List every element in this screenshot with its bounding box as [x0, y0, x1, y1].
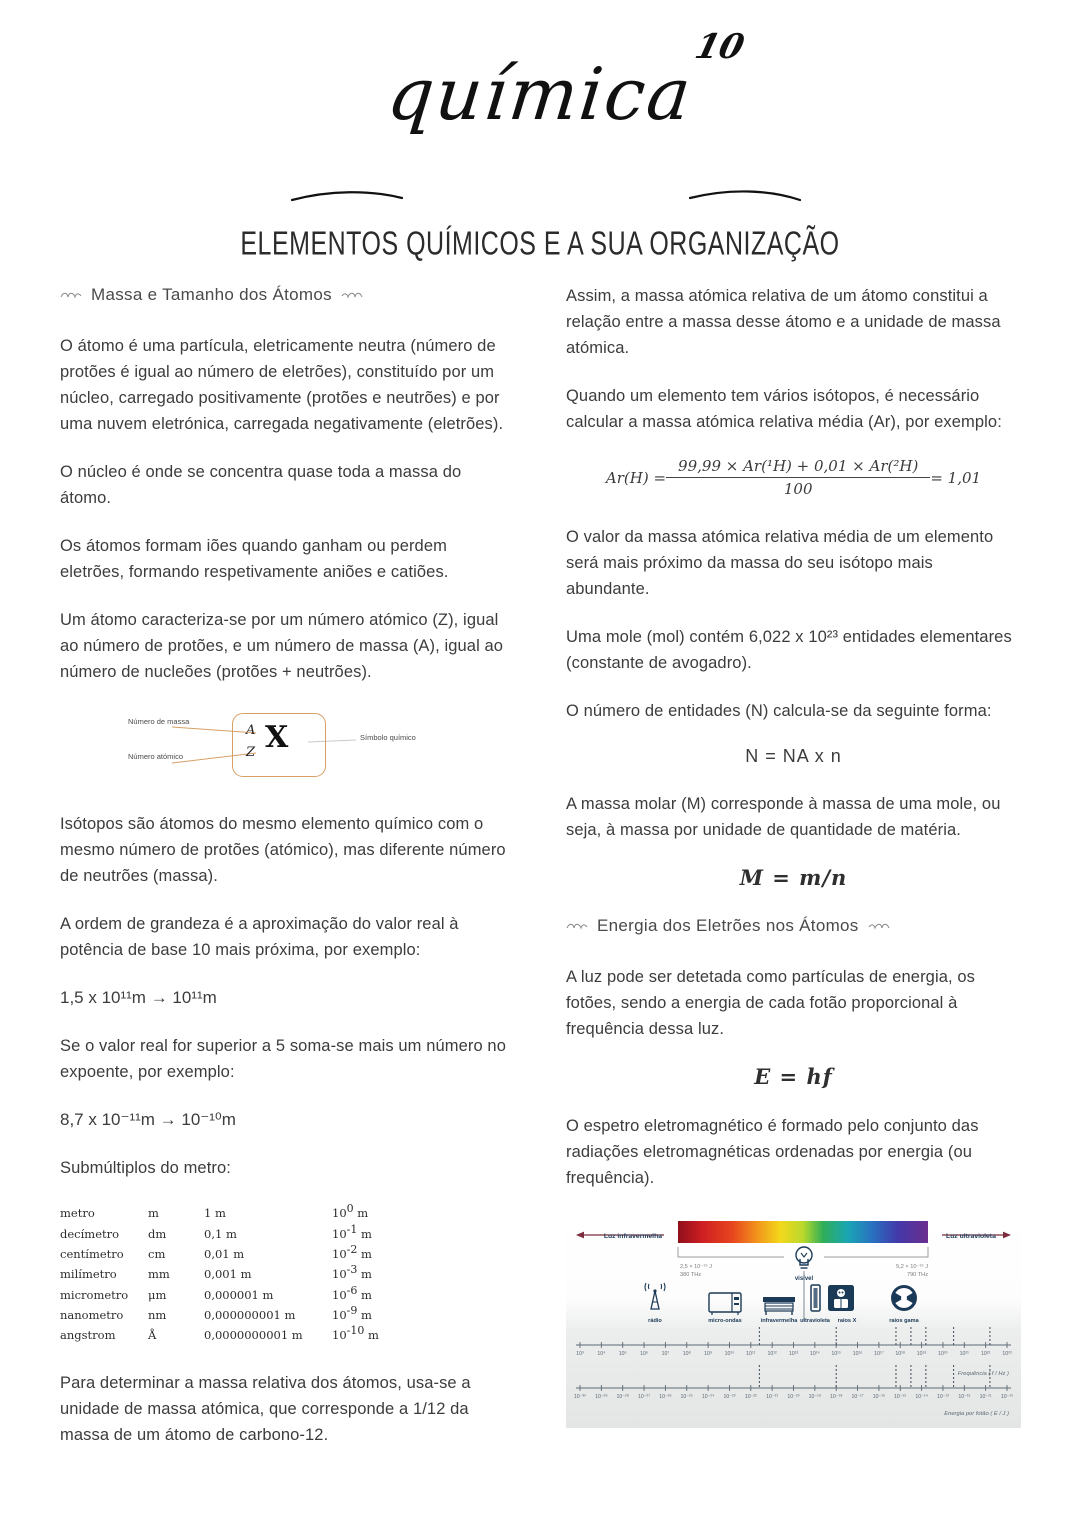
axis-tick-label: 10¹⁵ — [831, 1351, 842, 1357]
cell-unit-value: 1 m — [204, 1206, 226, 1221]
axis-tick-label: 10¹⁸ — [895, 1351, 906, 1357]
label-left-energy: 2,5 × 10⁻¹⁹ J — [680, 1264, 712, 1270]
axis-tick-label: 10¹⁷ — [874, 1351, 884, 1357]
paragraph-mole-definition: Uma mole (mol) contém 6,022 x 10²³ entidades elementares (constante de avogadro). — [566, 628, 1012, 672]
cell-unit-power: $10^0$ m — [332, 1202, 369, 1221]
cell-unit-name: decímetro — [60, 1226, 120, 1241]
axis-tick-label: 10⁷ — [661, 1351, 670, 1357]
axis-tick-label: 10⁻¹³ — [936, 1394, 949, 1400]
axis-tick-label: 10⁻¹⁷ — [851, 1394, 864, 1400]
cell-unit-name: milímetro — [60, 1267, 117, 1282]
paragraph-nucleus: O núcleo é onde se concentra quase toda a massa do átomo. — [60, 463, 462, 507]
cell-unit-name: metro — [60, 1206, 95, 1221]
paragraph-em-spectrum: O espetro eletromagnético é formado pelo conjunto das radiações eletromagnéticas ordenadas por energia (ou frequência). — [566, 1117, 979, 1187]
axis-tick-label: 10¹² — [767, 1351, 777, 1357]
cell-unit-power: $10^{-10}$ m — [332, 1324, 379, 1343]
axis-tick-label: 10⁻²⁰ — [787, 1394, 800, 1400]
table-row — [60, 1203, 412, 1223]
axis-label-energia: Energia por fotão ( E / J ) — [944, 1411, 1009, 1417]
table-row — [60, 1305, 412, 1325]
paragraph-most-abundant-isotope: O valor da massa atómica relativa média de um elemento será mais próximo da massa do seu isótopo mais abundante. — [566, 528, 994, 598]
axis-tick-label: 10⁻²⁴ — [701, 1394, 715, 1400]
equation-denominator: 100 — [666, 477, 930, 498]
label-numero-atomico: Número atómico — [128, 752, 184, 761]
flourish-left-icon — [566, 921, 588, 931]
table-row — [60, 1264, 412, 1284]
axis-tick-label: 10⁻²⁶ — [659, 1394, 672, 1400]
document-title — [383, 27, 748, 136]
paragraph-isotopes: Isótopos são átomos do mesmo elemento químico com o mesmo número de protões (atómico), mas diferente número de neutrões (massa). — [60, 815, 506, 885]
axis-tick-label: 10¹⁶ — [852, 1351, 863, 1357]
equation-numerator: 99,99 × Ar(¹H) + 0,01 × Ar(²H) — [678, 457, 919, 475]
paragraph-molar-mass: A massa molar (M) corresponde à massa de uma mole, ou seja, à massa por unidade de quantidade de matéria. — [566, 795, 1001, 839]
band-label-raios-x: raios X — [837, 1318, 857, 1324]
axis-tick-label: 10⁻¹¹ — [979, 1394, 992, 1400]
axis-tick-label: 10⁻²⁷ — [637, 1394, 651, 1400]
equation-rhs: = 1,01 — [930, 468, 982, 487]
equation-fraction — [672, 457, 924, 498]
axis-tick-label: 10⁻¹⁰ — [1000, 1394, 1014, 1400]
paragraph-ions: Os átomos formam iões quando ganham ou perdem eletrões, formando respetivamente aniões e catiões. — [60, 537, 449, 581]
equation-relative-atomic-mass — [566, 457, 1021, 498]
em-spectrum-figure — [566, 1213, 1021, 1428]
cell-unit-name: micrometro — [60, 1287, 129, 1302]
flourish-right-icon — [341, 290, 363, 300]
cell-unit-power: $10^{-6}$ m — [332, 1283, 372, 1302]
paragraph-average-mass-intro: Quando um elemento tem vários isótopos, é necessário calcular a massa atómica relativa média (Ar), por exemplo: — [566, 387, 1002, 431]
radiation-icon — [891, 1285, 917, 1311]
cell-unit-symbol: mm — [148, 1267, 170, 1282]
band-label-ultravioleta: ultravioleta — [800, 1318, 830, 1324]
em-spectrum-graphic — [566, 1213, 1021, 1428]
axis-tick-label: 10¹⁹ — [916, 1351, 927, 1357]
paragraph-atomic-number: Um átomo caracteriza-se por um número atómico (Z), igual ao número de protões, e um número de massa (A), igual ao número de nucleões (protões + neutrões). — [60, 611, 504, 681]
equation-photon-energy: E = hf — [754, 1064, 833, 1089]
cell-unit-value: 0,1 m — [204, 1226, 237, 1241]
axis-tick-label: 10¹³ — [788, 1351, 799, 1357]
document-title-superscript: 10 — [690, 27, 748, 67]
radio-tower-icon — [645, 1283, 665, 1309]
label-luz-infravermelha: Luz infravermelha — [603, 1233, 662, 1240]
axis-tick-label: 10³ — [576, 1351, 584, 1357]
cell-unit-symbol: nm — [148, 1308, 167, 1323]
subheading-label: Energia dos Eletrões nos Átomos — [597, 916, 859, 935]
paragraph-submultiples-intro: Submúltiplos do metro: — [60, 1159, 231, 1177]
axis-tick-label: 10²¹ — [959, 1351, 969, 1357]
heater-icon — [763, 1297, 795, 1315]
cell-unit-power: $10^{-9}$ m — [332, 1304, 372, 1323]
cell-unit-symbol: μm — [148, 1287, 167, 1302]
uv-lamp-icon — [811, 1285, 820, 1311]
axis-tick-label: 10⁻¹⁹ — [808, 1394, 822, 1400]
cell-unit-name: angstrom — [60, 1328, 116, 1343]
flourish-left-icon — [60, 290, 82, 300]
cell-unit-power: $10^{-2}$ m — [332, 1243, 372, 1261]
axis-tick-label: 10⁴ — [597, 1351, 606, 1357]
label-numero-de-massa: Número de massa — [128, 717, 190, 726]
example-order-magnitude-2: 8,7 x 10⁻¹¹m → 10⁻¹⁰m — [60, 1110, 236, 1129]
cell-unit-power: $10^{-1}$ m — [332, 1222, 372, 1241]
label-left-frequency: 380 THz — [680, 1272, 702, 1278]
axis-tick-label: 10⁻²³ — [723, 1394, 736, 1400]
cell-unit-symbol: m — [148, 1206, 159, 1221]
cell-unit-value: 0,01 m — [204, 1246, 245, 1261]
cell-unit-name: centímetro — [60, 1246, 124, 1261]
table-row — [60, 1325, 412, 1345]
cell-unit-power: $10^{-3}$ m — [332, 1263, 372, 1282]
document-title-text: química — [383, 52, 697, 136]
atom-notation-diagram — [60, 707, 515, 791]
atomic-number-symbol: Z — [246, 745, 256, 760]
axis-tick-label: 10⁻²⁸ — [616, 1394, 629, 1400]
axis-label-frequencia: Frequência ( f / Hz ) — [957, 1371, 1009, 1377]
label-simbolo-quimico: Símbolo químico — [360, 733, 416, 742]
subheading-massa-tamanho — [60, 283, 515, 307]
cell-unit-value: 0,001 m — [204, 1267, 252, 1282]
axis-tick-label: 10⁶ — [640, 1351, 649, 1357]
element-symbol-X: X — [265, 720, 289, 755]
equation-number-of-entities: N = NA x n — [745, 746, 842, 766]
cell-unit-name: nanometro — [60, 1308, 124, 1323]
axis-tick-label: 10¹⁴ — [809, 1351, 820, 1357]
cell-unit-symbol: Å — [148, 1328, 157, 1343]
axis-tick-label: 10²³ — [1002, 1351, 1012, 1357]
cell-unit-value: 0,000000001 m — [204, 1308, 296, 1323]
axis-tick-label: 10¹¹ — [746, 1351, 756, 1357]
band-label-infravermelha: infravermelha — [760, 1318, 798, 1324]
band-label-raios-gama: raios gama — [889, 1318, 919, 1324]
axis-tick-label: 10⁻²² — [744, 1394, 757, 1400]
equation-lhs: Ar(H) = — [605, 468, 667, 487]
page-header — [0, 27, 1080, 136]
paragraph-relative-atomic-mass: Assim, a massa atómica relativa de um átomo constitui a relação entre a massa desse átomo e a unidade de massa atómica. — [566, 287, 1001, 357]
axis-tick-label: 10⁵ — [618, 1351, 627, 1357]
axis-tick-label: 10⁻¹⁶ — [872, 1394, 886, 1400]
mass-number-symbol: A — [246, 723, 256, 738]
axis-tick-label: 10⁻²⁵ — [680, 1394, 693, 1400]
example-order-magnitude-1: 1,5 x 10¹¹m → 10¹¹m — [60, 988, 217, 1007]
subheading-energia-eletroes — [566, 914, 1021, 938]
axis-tick-label: 10⁹ — [704, 1351, 713, 1357]
axis-tick-label: 10⁻¹² — [958, 1394, 971, 1400]
label-visivel: visível — [794, 1276, 814, 1282]
axis-tick-label: 10⁻¹⁵ — [894, 1394, 907, 1400]
table-row — [60, 1244, 412, 1264]
paragraph-photons: A luz pode ser detetada como partículas de energia, os fotões, sendo a energia de cada fotão proporcional à frequência dessa luz. — [566, 968, 975, 1038]
paragraph-rounding-rule: Se o valor real for superior a 5 soma-se mais um número no expoente, por exemplo: — [60, 1037, 506, 1081]
band-label-radio: rádio — [648, 1318, 662, 1324]
axis-tick-label: 10⁻¹⁸ — [829, 1394, 843, 1400]
label-right-energy: 5,2 × 10⁻¹⁹ J — [896, 1264, 928, 1270]
axis-tick-label: 10²² — [981, 1351, 991, 1357]
lightbulb-icon — [796, 1247, 812, 1268]
label-right-frequency: 790 THz — [906, 1272, 928, 1278]
left-column — [60, 283, 515, 1470]
cell-unit-symbol: cm — [148, 1246, 166, 1261]
cell-unit-value: 0,0000000001 m — [204, 1328, 303, 1343]
paragraph-atom-definition: O átomo é uma partícula, eletricamente neutra (número de protões é igual ao número de eletrões), constituído por um núcleo, carregado positivamente (protões e neutrões) e por uma nuvem eletrónica, carregada negativamente (eletrões). — [60, 337, 504, 433]
subheading-label: Massa e Tamanho dos Átomos — [91, 285, 332, 304]
equation-molar-mass: M = m/n — [739, 865, 848, 890]
axis-tick-label: 10⁻²⁹ — [595, 1394, 608, 1400]
label-luz-ultravioleta: Luz ultravioleta — [946, 1233, 996, 1240]
title-swash-ornament — [0, 188, 1080, 212]
axis-tick-label: 10⁻¹⁴ — [915, 1394, 928, 1400]
paragraph-atomic-mass-unit: Para determinar a massa relativa dos átomos, usa-se a unidade de massa atómica, que corresponde a 1/12 da massa de um átomo de carbono-12. — [60, 1373, 471, 1444]
cell-unit-symbol: dm — [148, 1226, 167, 1241]
flourish-right-icon — [868, 921, 890, 931]
axis-tick-label: 10¹⁰ — [724, 1351, 735, 1357]
table-row — [60, 1285, 412, 1305]
axis-tick-label: 10²⁰ — [938, 1351, 948, 1357]
axis-tick-label: 10⁸ — [682, 1351, 691, 1357]
right-column — [566, 283, 1021, 1428]
xray-machine-icon — [828, 1285, 854, 1311]
paragraph-entities-number: O número de entidades (N) calcula-se da seguinte forma: — [566, 702, 992, 720]
axis-tick-label: 10⁻²¹ — [766, 1394, 779, 1400]
band-label-micro-ondas: micro-ondas — [708, 1318, 742, 1324]
table-row — [60, 1223, 412, 1243]
section-title: ELEMENTOS QUÍMICOS E A SUA ORGANIZAÇÃO — [240, 225, 840, 263]
cell-unit-value: 0,000001 m — [204, 1287, 274, 1302]
axis-tick-label: 10⁻³⁰ — [573, 1394, 587, 1400]
paragraph-order-magnitude: A ordem de grandeza é a aproximação do valor real à potência de base 10 mais próxima, por exemplo: — [60, 915, 459, 959]
microwave-icon — [709, 1293, 741, 1315]
metric-units-table — [60, 1203, 412, 1346]
